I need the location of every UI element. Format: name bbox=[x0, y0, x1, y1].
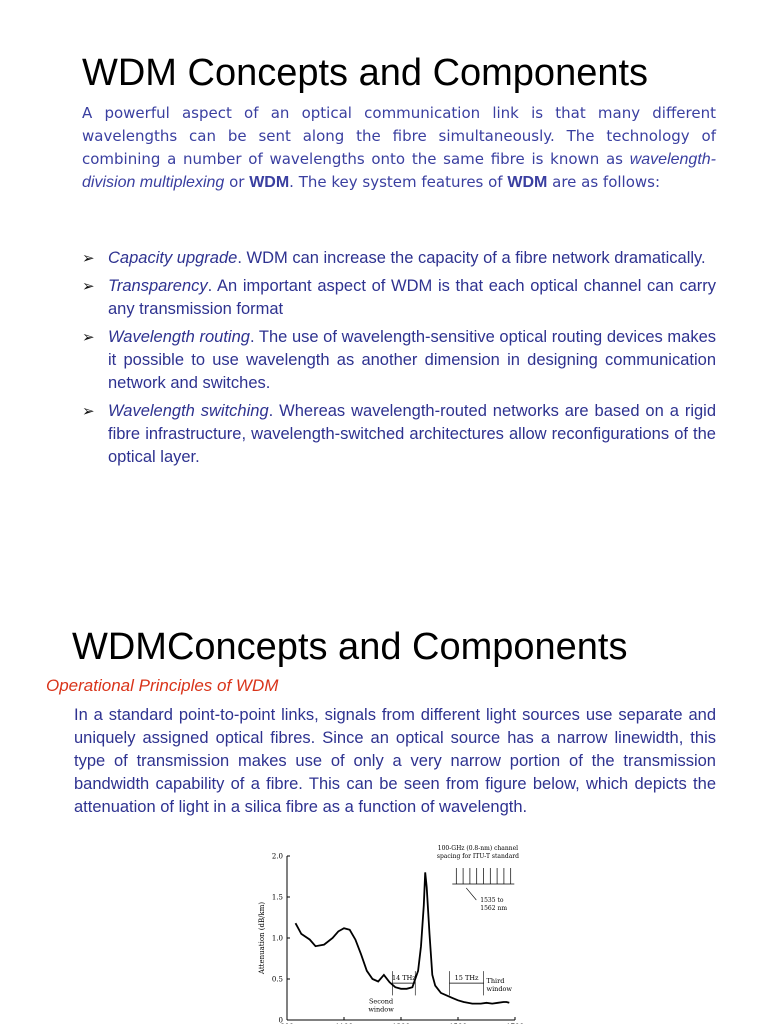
annotation-group bbox=[368, 845, 519, 1014]
third-window-label: window bbox=[486, 985, 512, 994]
channel-range-label: 1562 nm bbox=[480, 905, 508, 912]
channel-spacing-label: spacing for ITU-T standard bbox=[436, 853, 520, 860]
intro-term-wdm: wavelength-division multiplexing bbox=[82, 151, 716, 191]
bullet-text: . Whereas wavelength-routed networks are based on a rigid fibre infrastructure, wavelength-switched architectures allow reconfigurations of the optical layer. bbox=[108, 402, 717, 466]
bullet-text: . The use of wavelength-sensitive optical routing devices makes it possible to use wavelength as another dimension in designing communication network and switches. bbox=[108, 328, 717, 392]
arrow-bullet-icon: ➢ bbox=[82, 250, 95, 267]
arrow-bullet-icon: ➢ bbox=[82, 329, 95, 346]
list-item-capacity bbox=[82, 247, 716, 270]
channel-range-label: 1535 to bbox=[480, 897, 504, 904]
intro-bold-wdm-1: WDM bbox=[249, 174, 290, 191]
bullet-term: Capacity upgrade bbox=[108, 249, 238, 267]
y-tick-label: 1.0 bbox=[271, 934, 283, 943]
intro-text-1: A powerful aspect of an optical communication link is that many different wavelengths can be sent along the fibre simultaneously. The technology of combining a number of wavelengths onto the same fibre is known as bbox=[82, 104, 716, 168]
channel-spacing-label: 100-GHz (0.8-nm) channel bbox=[437, 845, 519, 852]
slide2-title: WDMConcepts and Components bbox=[72, 626, 628, 668]
intro-or: or bbox=[224, 173, 250, 191]
band-14thz-label: 14 THz bbox=[391, 974, 416, 983]
intro-text-2: . The key system features of bbox=[289, 173, 508, 191]
series-line-attenuation bbox=[296, 872, 510, 1003]
second-window-label: window bbox=[368, 1005, 394, 1014]
arrow-bullet-icon: ➢ bbox=[82, 403, 95, 420]
bullet-term: Wavelength switching bbox=[108, 402, 269, 420]
features-list bbox=[82, 247, 716, 474]
arrow-bullet-icon: ➢ bbox=[82, 278, 95, 295]
second-window-label: Second bbox=[368, 997, 394, 1006]
third-window-label: Third bbox=[486, 977, 505, 986]
y-tick-label: 1.5 bbox=[271, 893, 283, 902]
y-tick-label: 2.0 bbox=[271, 852, 283, 861]
y-tick-label: 0.5 bbox=[271, 975, 283, 984]
slide1-intro-paragraph bbox=[82, 102, 716, 194]
intro-bold-wdm-2: WDM bbox=[507, 174, 548, 191]
y-axis-label: Attenuation (dB/km) bbox=[258, 901, 266, 975]
band-15thz-label: 15 THz bbox=[454, 974, 479, 983]
list-item-wavelength-routing bbox=[82, 326, 716, 395]
list-item-transparency bbox=[82, 275, 716, 321]
list-item-wavelength-switching bbox=[82, 400, 716, 469]
bullet-term: Wavelength routing bbox=[108, 328, 250, 346]
channel-pointer bbox=[466, 888, 476, 900]
attenuation-chart bbox=[250, 840, 530, 1024]
y-tick-label: 0 bbox=[278, 1016, 283, 1024]
slide2-paragraph: In a standard point-to-point links, signals from different light sources use separate and uniquely assigned optical fibres. Since an optical source has a narrow linewidth, this type of transmission makes use of only a very narrow portion of the transmission bandwidth capability of a fibre. This can be seen from figure below, which depicts the attenuation of light in a silica fibre as a function of wavelength. bbox=[74, 706, 716, 816]
bullet-text: . WDM can increase the capacity of a fibre network dramatically. bbox=[237, 249, 706, 267]
intro-text-3: are as follows: bbox=[547, 173, 661, 191]
slide2-subheading: Operational Principles of WDM bbox=[46, 676, 279, 695]
bullet-term: Transparency bbox=[108, 277, 208, 295]
bullet-text: . An important aspect of WDM is that each optical channel can carry any transmission format bbox=[108, 277, 716, 318]
slide1-title: WDM Concepts and Components bbox=[82, 52, 649, 94]
